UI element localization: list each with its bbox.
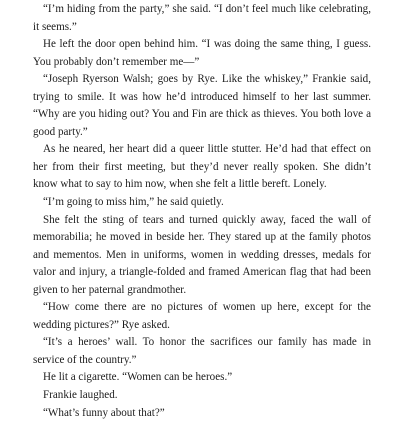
book-page — [33, 1, 371, 419]
paragraph: “What’s funny about that?” — [43, 406, 165, 419]
paragraph: He lit a cigarette. “Women can be heroes.” — [43, 371, 233, 384]
paragraph: He left the door open behind him. “I was doing the same thing, I guess. You probably don’t remember me—” — [33, 38, 371, 68]
paragraph: “I’m hiding from the party,” she said. “I don’t feel much like celebrating, it seems.” — [33, 3, 371, 33]
paragraph: “I’m going to miss him,” he said quietly. — [43, 196, 224, 209]
paragraph: Frankie laughed. — [43, 389, 118, 402]
paragraph: “It’s a heroes’ wall. To honor the sacrifices our family has made in service of the country.” — [33, 336, 371, 366]
paragraph: “Joseph Ryerson Walsh; goes by Rye. Like the whiskey,” Frankie said, trying to smile. It was how he’d introduced himself to her last summer. “Why are you hiding out? You and Fin are thick as thieves. You both love a good party.” — [33, 73, 371, 138]
paragraph: As he neared, her heart did a queer little stutter. He’d had that effect on her from their first meeting, but they’d never really spoken. She didn’t know what to say to him now, when she felt a little bereft. Lonely. — [33, 143, 371, 191]
paragraph: She felt the sting of tears and turned quickly away, faced the wall of memorabilia; he moved in beside her. They stared up at the family photos and mementos. Men in uniforms, women in wedding dresses, medals for valor and injury, a triangle-folded and framed American flag that had been given to her paternal grandmother. — [33, 213, 371, 296]
paragraph: “How come there are no pictures of women up here, except for the wedding pictures?” Rye asked. — [33, 301, 371, 331]
